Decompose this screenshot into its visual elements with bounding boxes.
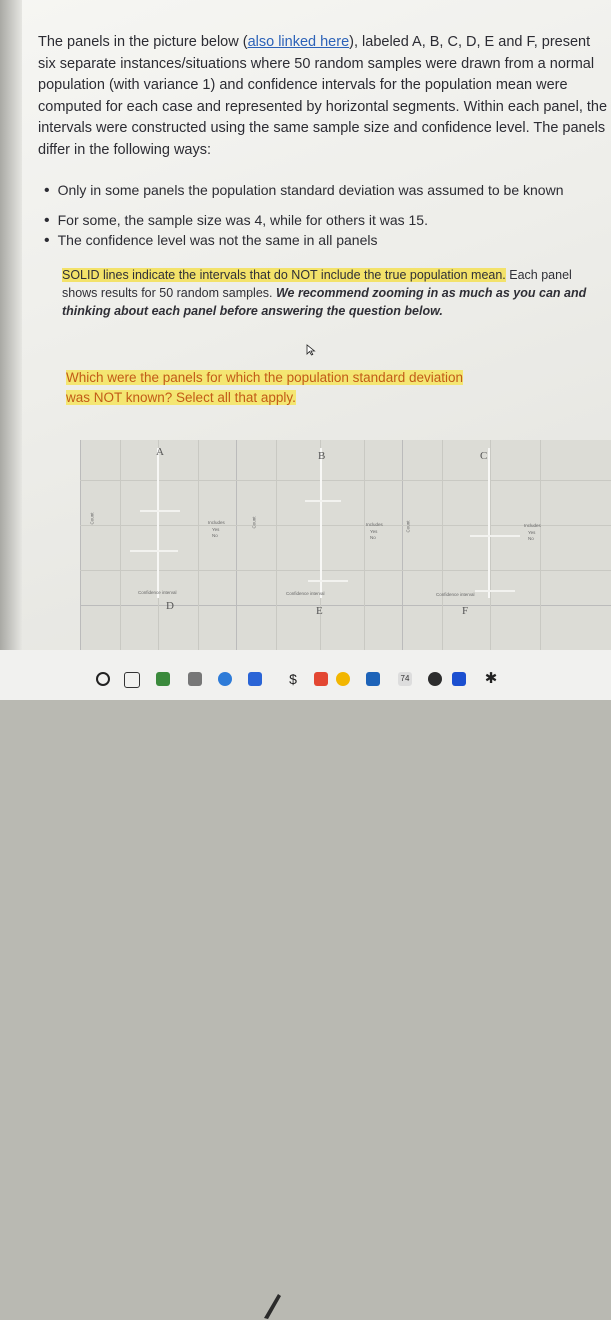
y-axis-label: Count [89,512,95,525]
intro-paragraph [38,32,608,161]
interval-segment [140,510,180,512]
x-axis-label: Confidence interval [286,591,325,596]
solid-lines-note: SOLID lines indicate the intervals that do NOT include the true population mean. [62,268,506,282]
grid-line [80,570,611,571]
interval-segment [475,590,515,592]
dropbox-icon[interactable] [248,672,262,686]
gear-icon[interactable]: ✱ [484,670,498,687]
grid-line [276,440,277,650]
blue-app-icon[interactable] [452,672,466,686]
document-page [0,0,611,650]
legend-no: No [528,536,534,541]
also-linked-here-link[interactable]: also linked here [247,34,350,50]
letter-icon[interactable] [314,672,328,686]
interval-segment [308,580,348,582]
zoom-recommendation: We recommend zooming in as much as you can and thinking about each panel before answering the question below. [62,286,587,318]
legend-title: Includes [208,520,225,525]
instruction-note [62,266,602,320]
legend-yes: Yes [528,530,536,535]
y-axis-label: Count [251,516,257,529]
panel-border [402,440,403,650]
grid-line [80,480,611,481]
grid-line [120,440,121,650]
legend-title: Includes [524,523,541,528]
legend-yes: Yes [212,527,220,532]
browser-icon[interactable] [336,672,350,686]
question-prompt [66,368,506,408]
page-shadow [0,0,22,650]
bullet-item: • Only in some panels the population standard deviation was assumed to be known [44,182,563,200]
mouse-cursor-icon [306,344,316,356]
grid-line [442,440,443,650]
dock-taskbar [0,650,611,700]
panel-label-a: A [156,446,164,458]
legend-yes: Yes [370,529,378,534]
heart-icon[interactable] [218,672,232,686]
number-badge-icon[interactable] [428,672,442,686]
panel-border [80,440,81,650]
legend-no: No [212,533,218,538]
grid-line [364,440,365,650]
interval-segment [130,550,178,552]
sheet-icon[interactable] [156,672,170,686]
interval-segment [470,535,520,537]
grid-line [198,440,199,650]
question-line-1: Which were the panels for which the population standard deviation [66,370,463,385]
grid-line [540,440,541,650]
panel-label-d: D [166,600,174,612]
x-axis-label: Confidence interval [436,592,475,597]
pencil-tip-icon [262,1290,282,1320]
confidence-interval-panels-image[interactable] [80,440,611,650]
grid-icon[interactable] [124,672,140,688]
true-mean-line [320,448,322,598]
bullet-item: • The confidence level was not the same in all panels [44,232,377,250]
check-icon[interactable] [366,672,380,686]
note-text: Each panel shows results for 50 random samples. [62,268,572,300]
true-mean-line [488,448,490,598]
panel-border [236,440,237,650]
question-line-2: was NOT known? Select all that apply. [66,390,296,405]
intro-text-start: The panels in the picture below ( [38,34,248,50]
lock-icon[interactable] [188,672,202,686]
circle-icon[interactable] [96,672,110,686]
grid-line [490,440,491,650]
num-icon[interactable]: 74 [398,672,412,686]
intro-text-end: ), labeled A, B, C, D, E and F, present six separate instances/situations where 50 random samples were drawn from a normal population (with variance 1) and confidence intervals for the population mean were computed for each case and represented by horizontal segments. Within each panel, the intervals were constructed using the same sample size and confidence level. The panels differ in the following ways: [38,34,608,158]
panel-label-b: B [318,450,326,462]
true-mean-line [157,448,159,598]
dollar-icon[interactable]: $ [289,671,297,687]
legend-no: No [370,535,376,540]
panel-label-c: C [480,450,488,462]
y-axis-label: Count [405,520,411,533]
panel-label-f: F [462,605,469,617]
interval-segment [305,500,341,502]
panel-label-e: E [316,605,323,617]
panel-border [80,605,611,606]
bullet-item: • For some, the sample size was 4, while for others it was 15. [44,212,428,230]
legend-title: Includes [366,522,383,527]
x-axis-label: Confidence interval [138,590,177,595]
